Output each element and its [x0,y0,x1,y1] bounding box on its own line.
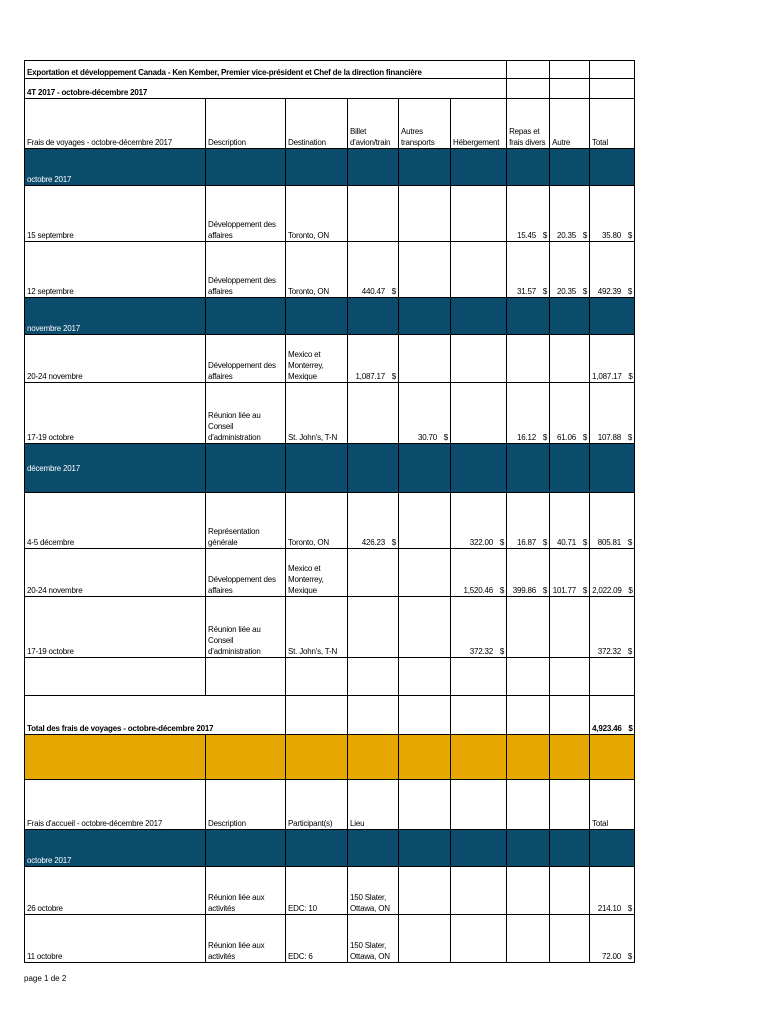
table-row [25,867,635,915]
row-meals: 16.12 $ [507,383,550,444]
section-row [25,830,635,867]
expense-sheet [24,60,635,963]
blank-row [25,658,635,696]
title-row [25,61,635,79]
row-lodging [451,242,507,298]
row-lodging: 1,520.46 $ [451,549,507,597]
header-lodging: Hébergement [451,99,507,149]
section-label: novembre 2017 [25,298,206,335]
row-date: 15 septembre [25,186,206,242]
travel-total-row [25,696,635,735]
row-date: 4-5 décembre [25,493,206,549]
header-participants: Participant(s) [286,780,348,830]
row-other-transport: 30.70 $ [399,383,451,444]
row-description: Réunion liée au Conseil d'administration [206,383,286,444]
row-airfare [348,186,399,242]
row-lodging [451,186,507,242]
section-row [25,444,635,493]
subtitle-row [25,79,635,99]
travel-header-row [25,99,635,149]
row-destination: Mexico et Monterrey, Mexique [286,335,348,383]
row-other [550,335,590,383]
row-lodging: 322.00 $ [451,493,507,549]
row-meals [507,597,550,658]
row-description: Représentation générale [206,493,286,549]
row-date: 17-19 octobre [25,383,206,444]
row-meals: 31.57 $ [507,242,550,298]
row-date: 26 octobre [25,867,206,915]
header-destination: Destination [286,99,348,149]
row-airfare [348,383,399,444]
row-destination: St. John's, T-N [286,597,348,658]
section-label: octobre 2017 [25,830,206,867]
row-other: 40.71 $ [550,493,590,549]
row-description: Développement des affaires [206,242,286,298]
row-other: 101.77 $ [550,549,590,597]
row-lodging [451,335,507,383]
table-row [25,335,635,383]
row-date: 20-24 novembre [25,549,206,597]
section-row [25,149,635,186]
row-other [550,597,590,658]
row-total: 214.10 $ [590,867,635,915]
row-participants: EDC: 6 [286,915,348,963]
row-lodging: 372.32 $ [451,597,507,658]
row-participants: EDC: 10 [286,867,348,915]
row-meals: 15.45 $ [507,186,550,242]
row-other-transport [399,186,451,242]
row-other: 20.35 $ [550,242,590,298]
sheet-title: Exportation et développement Canada - Ken Kember, Premier vice-président et Chef de la direction financière [25,61,507,79]
row-description: Développement des affaires [206,186,286,242]
row-other: 20.35 $ [550,186,590,242]
row-location: 150 Slater, Ottawa, ON [348,867,399,915]
row-airfare: 1,087.17 $ [348,335,399,383]
table-row [25,186,635,242]
row-description: Développement des affaires [206,335,286,383]
row-lodging [451,383,507,444]
hospitality-header-row [25,780,635,830]
row-destination: St. John's, T-N [286,383,348,444]
table-row [25,915,635,963]
header-meals: Repas et frais divers [507,99,550,149]
header-other-transport: Autres transports [399,99,451,149]
row-description: Réunion liée au Conseil d'administration [206,597,286,658]
row-description: Réunion liée aux activités [206,915,286,963]
row-destination: Mexico et Monterrey, Mexique [286,549,348,597]
table-row [25,242,635,298]
header-total: Total [590,99,635,149]
row-total: 805.81 $ [590,493,635,549]
row-airfare: 426.23 $ [348,493,399,549]
page-footer: page 1 de 2 [24,974,67,983]
row-total: 35.80 $ [590,186,635,242]
row-total: 72.00 $ [590,915,635,963]
hospitality-header-label: Frais d'accueil - octobre-décembre 2017 [25,780,206,830]
row-meals: 399.86 $ [507,549,550,597]
row-other: 61.06 $ [550,383,590,444]
row-total: 372.32 $ [590,597,635,658]
row-description: Développement des affaires [206,549,286,597]
row-total: 2,022.09 $ [590,549,635,597]
table-row [25,549,635,597]
header-other: Autre [550,99,590,149]
row-other-transport [399,493,451,549]
table-row [25,493,635,549]
row-airfare [348,597,399,658]
separator-band [25,735,635,780]
row-other-transport [399,597,451,658]
travel-header-label: Frais de voyages - octobre-décembre 2017 [25,99,206,149]
row-other-transport [399,242,451,298]
row-destination: Toronto, ON [286,242,348,298]
row-total: 1,087.17 $ [590,335,635,383]
row-date: 20-24 novembre [25,335,206,383]
row-other-transport [399,549,451,597]
row-total: 107.88 $ [590,383,635,444]
row-date: 12 septembre [25,242,206,298]
travel-total-value: 4,923.46 $ [590,696,635,735]
sheet-subtitle: 4T 2017 - octobre-décembre 2017 [25,79,507,99]
section-row [25,298,635,335]
row-airfare: 440.47 $ [348,242,399,298]
header-total: Total [590,780,635,830]
section-label: octobre 2017 [25,149,206,186]
section-label: décembre 2017 [25,444,206,493]
travel-total-label: Total des frais de voyages - octobre-décembre 2017 [25,696,286,735]
row-meals: 16.87 $ [507,493,550,549]
row-location: 150 Slater, Ottawa, ON [348,915,399,963]
header-airfare: Billet d'avion/train [348,99,399,149]
header-location: Lieu [348,780,399,830]
table-row [25,383,635,444]
row-description: Réunion liée aux activités [206,867,286,915]
row-meals [507,335,550,383]
row-date: 11 octobre [25,915,206,963]
row-date: 17-19 octobre [25,597,206,658]
row-destination: Toronto, ON [286,186,348,242]
row-airfare [348,549,399,597]
table-row [25,597,635,658]
row-other-transport [399,335,451,383]
header-description: Description [206,780,286,830]
row-total: 492.39 $ [590,242,635,298]
row-destination: Toronto, ON [286,493,348,549]
header-description: Description [206,99,286,149]
